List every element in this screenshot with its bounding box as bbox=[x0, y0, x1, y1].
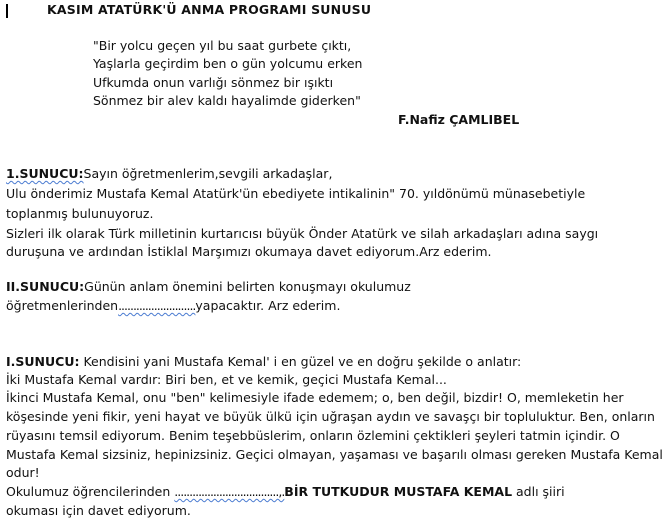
section-2-line-1 bbox=[6, 279, 411, 294]
poem-line-2: Yaşlarla geçirdim ben o gün yolcumu erken bbox=[93, 56, 363, 71]
section-3-line-4: köşesinde yeni fikir, yeni hayat ve büyük ülkü için uğraşan aydın ve savaşçı bir topluluktur. Ben, onların bbox=[6, 409, 655, 424]
section-1-label: 1.SUNUCU: bbox=[6, 166, 84, 181]
section-3-invite-start: Okulumuz öğrencilerinden bbox=[6, 484, 175, 499]
section-1-line-2: Ulu önderimiz Mustafa Kemal Atatürk'ün ebediyete intikalinin" 70. yıldönümü münasebetiyle bbox=[6, 186, 586, 201]
text-cursor bbox=[6, 4, 8, 18]
section-3-line-2: İki Mustafa Kemal vardır: Biri ben, et ve kemik, geçici Mustafa Kemal... bbox=[6, 372, 447, 387]
section-1-line-3: toplanmış bulunuyoruz. bbox=[6, 206, 154, 221]
section-1-line-1 bbox=[6, 166, 332, 181]
document-title: KASIM ATATÜRK'Ü ANMA PROGRAMI SUNUSU bbox=[47, 2, 372, 17]
section-3-line-1 bbox=[6, 354, 521, 369]
section-2-line-2 bbox=[6, 298, 340, 313]
blank-student-name: ...................................,. bbox=[174, 484, 285, 499]
section-3-label: I.SUNUCU: bbox=[6, 354, 80, 369]
section-3-line-8 bbox=[6, 484, 565, 499]
section-3-line-7: odur! bbox=[6, 465, 40, 480]
section-3-line-3: İkinci Mustafa Kemal, onu "ben" kelimesiyle ifade edemem; o, ben değil, bizdir! O, memleketin her bbox=[6, 390, 624, 405]
section-1-line-4: Sizleri ilk olarak Türk milletinin kurtarıcısı büyük Önder Atatürk ve silah arkadaşları adına saygı bbox=[6, 226, 599, 241]
section-2-text: Günün anlam önemini belirten konuşmayı okulumuz bbox=[84, 279, 411, 294]
poem-line-4: Sönmez bir alev kaldı hayalimde giderken" bbox=[93, 93, 361, 108]
section-2-label: II.SUNUCU: bbox=[6, 279, 85, 294]
section-3-line-9: okuması için davet ediyorum. bbox=[6, 503, 191, 518]
section-3-intro: Kendisini yani Mustafa Kemal' i en güzel ve en doğru şekilde o anlatır: bbox=[79, 354, 522, 369]
poem-name: BİR TUTKUDUR MUSTAFA KEMAL bbox=[284, 484, 513, 499]
section-3-line-5: rüyasını temsil ediyorum. Benim teşebbüslerim, onların özlemini çektikleri şeyleri tatmin içindir. O bbox=[6, 428, 620, 443]
poem-line-1: "Bir yolcu geçen yıl bu saat gurbete çıktı, bbox=[93, 38, 352, 53]
section-3-invite-end: adlı şiiri bbox=[512, 484, 565, 499]
section-2-text-end: yapacaktır. Arz ederim. bbox=[195, 298, 341, 313]
section-3-line-6: Mustafa Kemal sizsiniz, hepinizsiniz. Geçici olmayan, yaşaması ve başarılı olması gereken Mustafa Kemal bbox=[6, 447, 663, 462]
blank-teacher-name: .......................... bbox=[118, 298, 196, 313]
poem-author: F.Nafiz ÇAMLIBEL bbox=[398, 112, 520, 127]
section-1-line-5: duruşuna ve ardından İstiklal Marşımızı okumaya davet ediyorum.Arz ederim. bbox=[6, 244, 492, 259]
section-1-greeting: Sayın öğretmenlerim,sevgili arkadaşlar, bbox=[83, 166, 333, 181]
poem-line-3: Ufkumda onun varlığı sönmez bir ışıktı bbox=[93, 75, 334, 90]
section-2-text-start: öğretmenlerinden bbox=[6, 298, 119, 313]
